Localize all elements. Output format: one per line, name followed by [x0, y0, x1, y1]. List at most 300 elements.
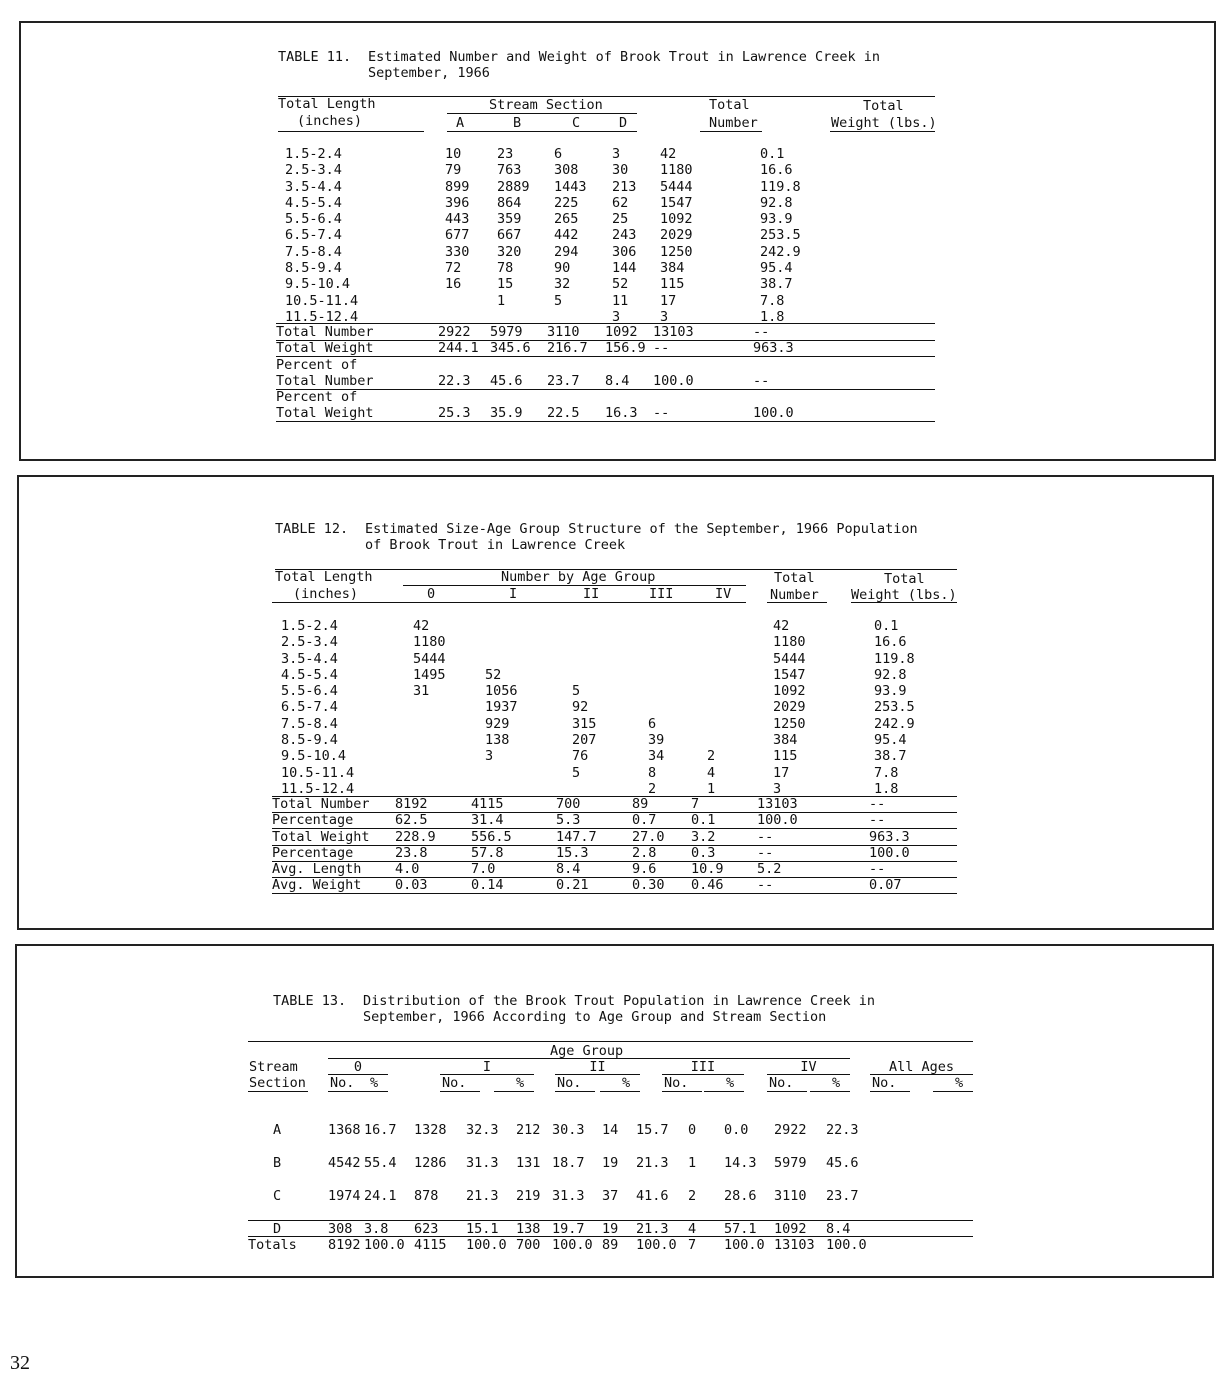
t12-row-cell: 95.4 — [874, 732, 907, 749]
t12-row-cell — [648, 618, 707, 634]
t11-row-cell: 79 — [445, 162, 462, 179]
t12-row — [272, 634, 986, 650]
t11-row-cell: 6.5-7.4 — [285, 227, 342, 244]
t11-summary-row-cell: 244.1 — [438, 340, 479, 357]
t11-row-cell: 4.5-5.4 — [285, 194, 342, 211]
t11-summary-row-cell — [547, 357, 605, 373]
t12-head-rule-d — [851, 602, 957, 603]
t11-summary-row-cell: 216.7 — [547, 340, 588, 357]
t12-row-cell: 1180 — [413, 634, 446, 651]
t11-row-cell: 3 — [612, 308, 621, 325]
t13-row-cell: 37 — [602, 1187, 619, 1204]
t13-row — [248, 1105, 884, 1138]
t13-row-cell: 28.6 — [724, 1187, 757, 1204]
t12-row-cell: 5444 — [413, 650, 446, 667]
table-12-caption — [275, 521, 918, 553]
t11-summary-row-cell — [547, 389, 605, 405]
t11-row-cell: 243 — [612, 227, 637, 244]
t12-row-cell: 9.5-10.4 — [281, 748, 347, 765]
t11-summary-row-cell: -- — [653, 340, 670, 357]
t11-row-cell: 95.4 — [760, 260, 793, 277]
t13-totals-cell: 7 — [688, 1237, 697, 1253]
t12-row-cell — [648, 699, 707, 715]
t13-group-label: 0 — [353, 1059, 363, 1075]
t12-row-cell — [485, 765, 572, 781]
t13-sub-pct: % — [726, 1075, 735, 1091]
t13-sub-no: No. — [330, 1075, 355, 1091]
t11-summary-row-cell: -- — [753, 372, 770, 389]
t11-summary-row — [276, 324, 923, 340]
t13-sub-rule — [767, 1091, 807, 1092]
t11-summary-row-cell: -- — [753, 324, 770, 340]
t13-row-cell: 32.3 — [466, 1121, 499, 1138]
t11-row-cell: 115 — [660, 276, 685, 293]
t12-rule-5 — [272, 861, 957, 862]
t12-row-cell: 1.5-2.4 — [281, 618, 338, 634]
t11-rule-1 — [276, 323, 935, 324]
t13-row-cell: 24.1 — [364, 1187, 397, 1204]
t12-summary-row-cell: 5.3 — [556, 812, 581, 829]
t13-sub-rule — [494, 1091, 534, 1092]
t13-group-label: II — [589, 1059, 606, 1075]
t11-row-cell: 213 — [612, 178, 637, 195]
t11-summary-row-cell: Total Number — [276, 372, 374, 389]
table-13-body — [248, 1105, 884, 1253]
t11-summary-row-cell: 156.9 — [605, 340, 646, 357]
t12-row-cell — [707, 732, 773, 748]
t13-row-cell: 1368 — [328, 1121, 361, 1138]
t11-row-cell: 308 — [554, 162, 579, 179]
t12-row-cell — [707, 618, 773, 634]
t12-row — [272, 748, 986, 764]
t12-head-rule-c — [767, 602, 827, 603]
t11-row — [278, 179, 930, 195]
t11-head-weight2: Weight (lbs.) — [831, 115, 937, 131]
t12-head-rule-a — [272, 602, 412, 603]
t13-sub-no: No. — [769, 1075, 794, 1091]
t11-head-length1: Total Length — [278, 96, 376, 112]
t11-summary-row-cell: 345.6 — [490, 340, 531, 357]
t11-row-cell — [445, 293, 497, 309]
t11-summary-row-cell: 45.6 — [490, 372, 523, 389]
t12-row-cell: 2 — [648, 780, 657, 797]
t12-rule-2 — [272, 812, 957, 813]
t12-summary-row-cell: 0.14 — [471, 877, 504, 894]
t13-sub-rule — [662, 1091, 702, 1092]
t13-row-cell: D — [273, 1220, 282, 1237]
t13-row-cell: 16.7 — [364, 1121, 397, 1138]
t12-row-cell: 34 — [648, 748, 665, 765]
t13-totals-cell: 100.0 — [724, 1237, 765, 1253]
t13-row-cell: 8.4 — [826, 1220, 851, 1237]
t13-row-cell: 22.3 — [826, 1121, 859, 1138]
t11-head-a: A — [456, 115, 465, 131]
t13-row-cell: 3110 — [774, 1187, 807, 1204]
t12-summary-row-cell: -- — [757, 844, 774, 861]
t12-summary-row-cell: -- — [757, 828, 774, 845]
table-13-title-line1: Distribution of the Brook Trout Population in Lawrence Creek in — [363, 993, 876, 1009]
t13-row-cell: 45.6 — [826, 1154, 859, 1171]
t13-row-cell: 4 — [688, 1220, 697, 1237]
t13-row — [248, 1138, 884, 1171]
t11-row-cell: 242.9 — [760, 243, 801, 260]
t12-row-cell: 2029 — [773, 699, 806, 716]
t13-row-cell: 21.3 — [636, 1220, 669, 1237]
t12-head-age: Number by Age Group — [501, 569, 656, 585]
t13-row-cell: 57.1 — [724, 1220, 757, 1237]
t11-row-cell: 30 — [612, 162, 629, 179]
t13-row-cell: 18.7 — [552, 1154, 585, 1171]
t12-row-cell: 1547 — [773, 666, 806, 683]
t11-row — [278, 146, 930, 162]
t11-row-cell: 1250 — [660, 243, 693, 260]
t13-row-cell: 19.7 — [552, 1220, 585, 1237]
t13-row-cell: 212 — [516, 1121, 541, 1138]
t12-row-cell: 42 — [773, 618, 790, 634]
t11-row-cell: 1180 — [660, 162, 693, 179]
table-11-summary — [276, 324, 923, 422]
t11-summary-row-cell — [653, 389, 753, 405]
t12-row-cell: 138 — [485, 732, 510, 749]
t11-row-cell: 1 — [497, 292, 506, 309]
t12-row-cell — [648, 683, 707, 699]
t11-summary-row-cell — [605, 357, 653, 373]
t13-sub-pct: % — [622, 1075, 631, 1091]
t11-summary-row-cell: -- — [653, 405, 670, 422]
t13-row-cell: 878 — [414, 1187, 439, 1204]
t13-row-cell: 1286 — [414, 1154, 447, 1171]
t11-rule-3 — [276, 356, 935, 357]
t11-row-cell: 2.5-3.4 — [285, 162, 342, 179]
t12-summary-row-cell: 89 — [632, 796, 649, 812]
t12-head-4: IV — [715, 586, 732, 602]
t12-row-cell: 38.7 — [874, 748, 907, 765]
t13-row-cell: 131 — [516, 1154, 541, 1171]
t11-row-cell: 7.8 — [760, 292, 785, 309]
t12-head-weight2: Weight (lbs.) — [851, 587, 957, 603]
t12-row-cell: 5444 — [773, 650, 806, 667]
table-11-caption — [278, 49, 880, 81]
t11-row-cell: 1092 — [660, 211, 693, 228]
t11-row-cell: 3 — [612, 146, 621, 162]
table-11-body — [278, 146, 930, 325]
t13-group-label: I — [482, 1059, 492, 1075]
t11-row-cell: 16.6 — [760, 162, 793, 179]
t12-rule-6 — [272, 877, 957, 878]
t12-row-cell — [572, 667, 648, 683]
t13-row-cell: 21.3 — [466, 1187, 499, 1204]
t12-rule-1 — [272, 796, 957, 797]
page-number: 32 — [10, 1352, 30, 1374]
t11-row-cell: 265 — [554, 211, 579, 228]
t12-summary-row-cell: 10.9 — [691, 861, 724, 878]
table-11-title-line2: September, 1966 — [368, 65, 490, 81]
t11-row — [278, 276, 930, 292]
t11-row-cell: 9.5-10.4 — [285, 276, 351, 293]
t11-summary-row-cell: 100.0 — [753, 405, 794, 422]
t11-row-cell: 294 — [554, 243, 579, 260]
t11-summary-row-cell: 13103 — [653, 324, 694, 340]
t13-sub-no: No. — [442, 1075, 467, 1091]
t12-row-cell — [572, 651, 648, 667]
t11-head-length2: (inches) — [297, 113, 363, 129]
t13-sub-rule — [704, 1091, 744, 1092]
t11-head-weight1: Total — [863, 98, 904, 114]
t12-row-cell: 1092 — [773, 683, 806, 700]
t12-row-cell — [707, 716, 773, 732]
t13-totals-cell: 13103 — [774, 1237, 815, 1253]
t11-row-cell: 763 — [497, 162, 522, 179]
t12-row-cell: 93.9 — [874, 683, 907, 700]
t12-row — [272, 699, 986, 715]
t13-sub-rule — [348, 1091, 388, 1092]
t11-row-cell: 10 — [445, 146, 462, 162]
t11-row-cell: 25 — [612, 211, 629, 228]
t11-summary-row-cell: Percent of — [276, 389, 358, 406]
t12-row-cell: 8 — [648, 764, 657, 781]
t12-summary-row-cell: 15.3 — [556, 844, 589, 861]
t11-summary-row-cell: 23.7 — [547, 372, 580, 389]
t13-row-cell: 4542 — [328, 1154, 361, 1171]
t11-row-cell: 16 — [445, 276, 462, 293]
t12-row-cell — [413, 781, 485, 797]
t11-row-cell: 1547 — [660, 194, 693, 211]
t11-row-cell: 92.8 — [760, 194, 793, 211]
t12-row-cell — [707, 699, 773, 715]
t12-row-cell: 5.5-6.4 — [281, 683, 338, 700]
t11-row-cell: 306 — [612, 243, 637, 260]
t12-summary-row-cell: -- — [869, 861, 886, 878]
t12-rule-7 — [272, 893, 957, 894]
t11-row — [278, 293, 930, 309]
t12-row-cell: 2 — [707, 748, 716, 765]
t11-row-cell: 864 — [497, 194, 522, 211]
t12-summary-row — [272, 829, 979, 845]
t13-row-cell: 14.3 — [724, 1154, 757, 1171]
t12-row-cell — [485, 634, 572, 650]
t13-rule-totals — [248, 1220, 973, 1221]
t11-summary-row — [276, 340, 923, 356]
t11-row-cell: 72 — [445, 260, 462, 277]
t13-row-cell: 19 — [602, 1220, 619, 1237]
t11-row — [278, 227, 930, 243]
table-11-title-line1: Estimated Number and Weight of Brook Trout in Lawrence Creek in — [368, 49, 881, 65]
t12-row — [272, 716, 986, 732]
t11-row-cell: 15 — [497, 276, 514, 293]
t11-row — [278, 244, 930, 260]
t13-totals-cell: 4115 — [414, 1237, 447, 1253]
t11-row-cell: 90 — [554, 260, 571, 277]
t12-row-cell: 31 — [413, 683, 430, 700]
t12-row-cell: 119.8 — [874, 650, 915, 667]
t12-row-cell: 242.9 — [874, 715, 915, 732]
t13-sub-rule — [870, 1091, 910, 1092]
t12-summary-row-cell: -- — [869, 812, 886, 829]
t11-row-cell: 5.5-6.4 — [285, 211, 342, 228]
t11-row-cell: 7.5-8.4 — [285, 243, 342, 260]
t12-row — [272, 651, 986, 667]
t11-head-number2: Number — [709, 115, 758, 131]
t13-totals-cell: 100.0 — [636, 1237, 677, 1253]
t12-row-cell: 8.5-9.4 — [281, 732, 338, 749]
t12-row-cell: 1937 — [485, 699, 518, 716]
t13-sub-rule — [440, 1091, 480, 1092]
t12-summary-row-cell: 8.4 — [556, 861, 581, 878]
t13-row-cell: C — [273, 1187, 282, 1204]
t13-sub-no: No. — [872, 1075, 897, 1091]
t12-summary-row-cell: 147.7 — [556, 828, 597, 845]
t11-row-cell: 443 — [445, 211, 470, 228]
t12-summary-row-cell: 0.1 — [691, 812, 716, 829]
t12-row-cell: 5 — [572, 683, 581, 700]
t11-head-c: C — [572, 115, 581, 131]
t12-row-cell — [485, 651, 572, 667]
t12-summary-row-cell: Total Weight — [272, 828, 370, 845]
t12-row-cell: 6 — [648, 715, 657, 732]
t12-row-cell — [485, 781, 572, 797]
t12-summary-row-cell: 27.0 — [632, 828, 665, 845]
table-11-label: TABLE 11. — [278, 49, 352, 65]
t12-row-cell — [572, 781, 648, 797]
t12-row-cell: 92 — [572, 699, 589, 716]
t11-row-cell: 442 — [554, 227, 579, 244]
t13-row-cell: 1 — [688, 1154, 697, 1171]
t13-row-cell: 23.7 — [826, 1187, 859, 1204]
t11-row-cell: 1.5-2.4 — [285, 146, 342, 162]
t12-summary-row-cell: 0.7 — [632, 812, 657, 829]
t13-sub-rule — [600, 1091, 640, 1092]
t11-row-cell: 5444 — [660, 178, 693, 195]
t13-rule-bottom — [248, 1236, 973, 1237]
t13-row-cell: 15.1 — [466, 1220, 499, 1237]
t13-row-cell: 623 — [414, 1220, 439, 1237]
t11-summary-row-cell: Total Weight — [276, 340, 374, 357]
t11-summary-row-cell — [438, 357, 490, 373]
t12-row — [272, 667, 986, 683]
t12-summary-row-cell: Avg. Length — [272, 861, 362, 878]
t13-row-cell: 31.3 — [466, 1154, 499, 1171]
t12-row-cell: 253.5 — [874, 699, 915, 716]
t12-row-cell: 92.8 — [874, 666, 907, 683]
t11-row — [278, 162, 930, 178]
t12-summary-row — [272, 796, 979, 812]
t11-summary-row-cell — [753, 357, 923, 373]
t13-row-cell: 1092 — [774, 1220, 807, 1237]
table-12-body — [272, 618, 986, 797]
t12-row-cell: 0.1 — [874, 618, 899, 634]
t11-head-number1: Total — [709, 97, 750, 113]
t12-row-cell: 1180 — [773, 634, 806, 651]
t11-row-cell: 119.8 — [760, 178, 801, 195]
t12-row-cell: 76 — [572, 748, 589, 765]
table-11-top-rule — [278, 96, 935, 97]
t12-row-cell: 1495 — [413, 666, 446, 683]
t12-row-cell: 39 — [648, 732, 665, 749]
t11-summary-row-cell: 100.0 — [653, 372, 694, 389]
t11-row-cell: 78 — [497, 260, 514, 277]
t13-row-cell: 14 — [602, 1121, 619, 1138]
t12-summary-row-cell: Total Number — [272, 796, 370, 812]
t12-summary-row-cell: 4.0 — [395, 861, 420, 878]
t13-sub-rule — [933, 1091, 973, 1092]
t12-head-3: III — [649, 586, 674, 602]
t12-summary-row — [272, 861, 979, 877]
t11-rule-5 — [276, 421, 935, 422]
t12-row-cell — [707, 667, 773, 683]
t13-sub-no: No. — [557, 1075, 582, 1091]
t12-summary-row-cell: 963.3 — [869, 828, 910, 845]
t11-head-d: D — [619, 115, 628, 131]
t12-row — [272, 618, 986, 634]
t11-summary-row-cell — [653, 357, 753, 373]
t12-row-cell: 315 — [572, 715, 597, 732]
t11-summary-row-cell: Total Weight — [276, 405, 374, 422]
t12-row — [272, 781, 986, 797]
t12-row-cell — [648, 651, 707, 667]
t11-row-cell: 5 — [554, 292, 563, 309]
t13-totals-cell: 100.0 — [364, 1237, 405, 1253]
t12-head-2: II — [583, 586, 600, 602]
t13-totals-row — [248, 1237, 884, 1253]
t12-row-cell — [413, 716, 485, 732]
t11-head-rule-b — [447, 131, 637, 132]
t11-summary-row-cell — [490, 389, 547, 405]
t12-row-cell — [648, 634, 707, 650]
t12-row-cell: 1250 — [773, 715, 806, 732]
t11-summary-row-cell: 2922 — [438, 324, 471, 340]
t13-sub-pct: % — [516, 1075, 525, 1091]
t12-row-cell: 1 — [707, 780, 716, 797]
t12-row-cell — [485, 618, 572, 634]
t11-summary-row — [276, 357, 923, 373]
t11-row — [278, 211, 930, 227]
t12-row-cell: 384 — [773, 732, 798, 749]
table-12-title-line1: Estimated Size-Age Group Structure of the September, 1966 Population — [365, 521, 918, 537]
t11-head-section: Stream Section — [489, 97, 603, 113]
t13-sub-rule — [555, 1091, 595, 1092]
t12-summary-row-cell: 100.0 — [869, 844, 910, 861]
t12-row-cell — [413, 699, 485, 715]
t11-summary-row-cell: 3110 — [547, 324, 580, 340]
t12-summary-row-cell: -- — [757, 877, 774, 894]
t11-row-cell: 6 — [554, 146, 563, 162]
t11-summary-row-cell: 22.3 — [438, 372, 471, 389]
t13-row-cell: 219 — [516, 1187, 541, 1204]
t13-totals-cell: 700 — [516, 1237, 541, 1253]
table-13-caption — [273, 993, 875, 1025]
t13-totals-cell: 100.0 — [826, 1237, 867, 1253]
t11-row-cell: 17 — [660, 292, 677, 309]
t11-rule-4 — [276, 389, 935, 390]
t11-rule-2 — [276, 340, 935, 341]
t11-row-cell: 0.1 — [760, 146, 785, 162]
t12-row — [272, 683, 986, 699]
t12-summary-row-cell: 13103 — [757, 796, 798, 812]
t12-row-cell — [707, 634, 773, 650]
t13-row-cell: B — [273, 1154, 282, 1171]
t11-row-cell: 8.5-9.4 — [285, 260, 342, 277]
t12-row-cell: 3 — [773, 780, 782, 797]
t13-row-cell: 0.0 — [724, 1121, 749, 1138]
table-12-title-line2: of Brook Trout in Lawrence Creek — [365, 537, 626, 553]
t12-head-rule-b — [403, 602, 746, 603]
t12-head-number1: Total — [774, 570, 815, 586]
t11-row — [278, 260, 930, 276]
t12-summary-row-cell: 0.07 — [869, 877, 902, 894]
t12-summary-row-cell: 556.5 — [471, 828, 512, 845]
t13-group-label: III — [690, 1059, 716, 1075]
t12-summary-row-cell: 2.8 — [632, 844, 657, 861]
